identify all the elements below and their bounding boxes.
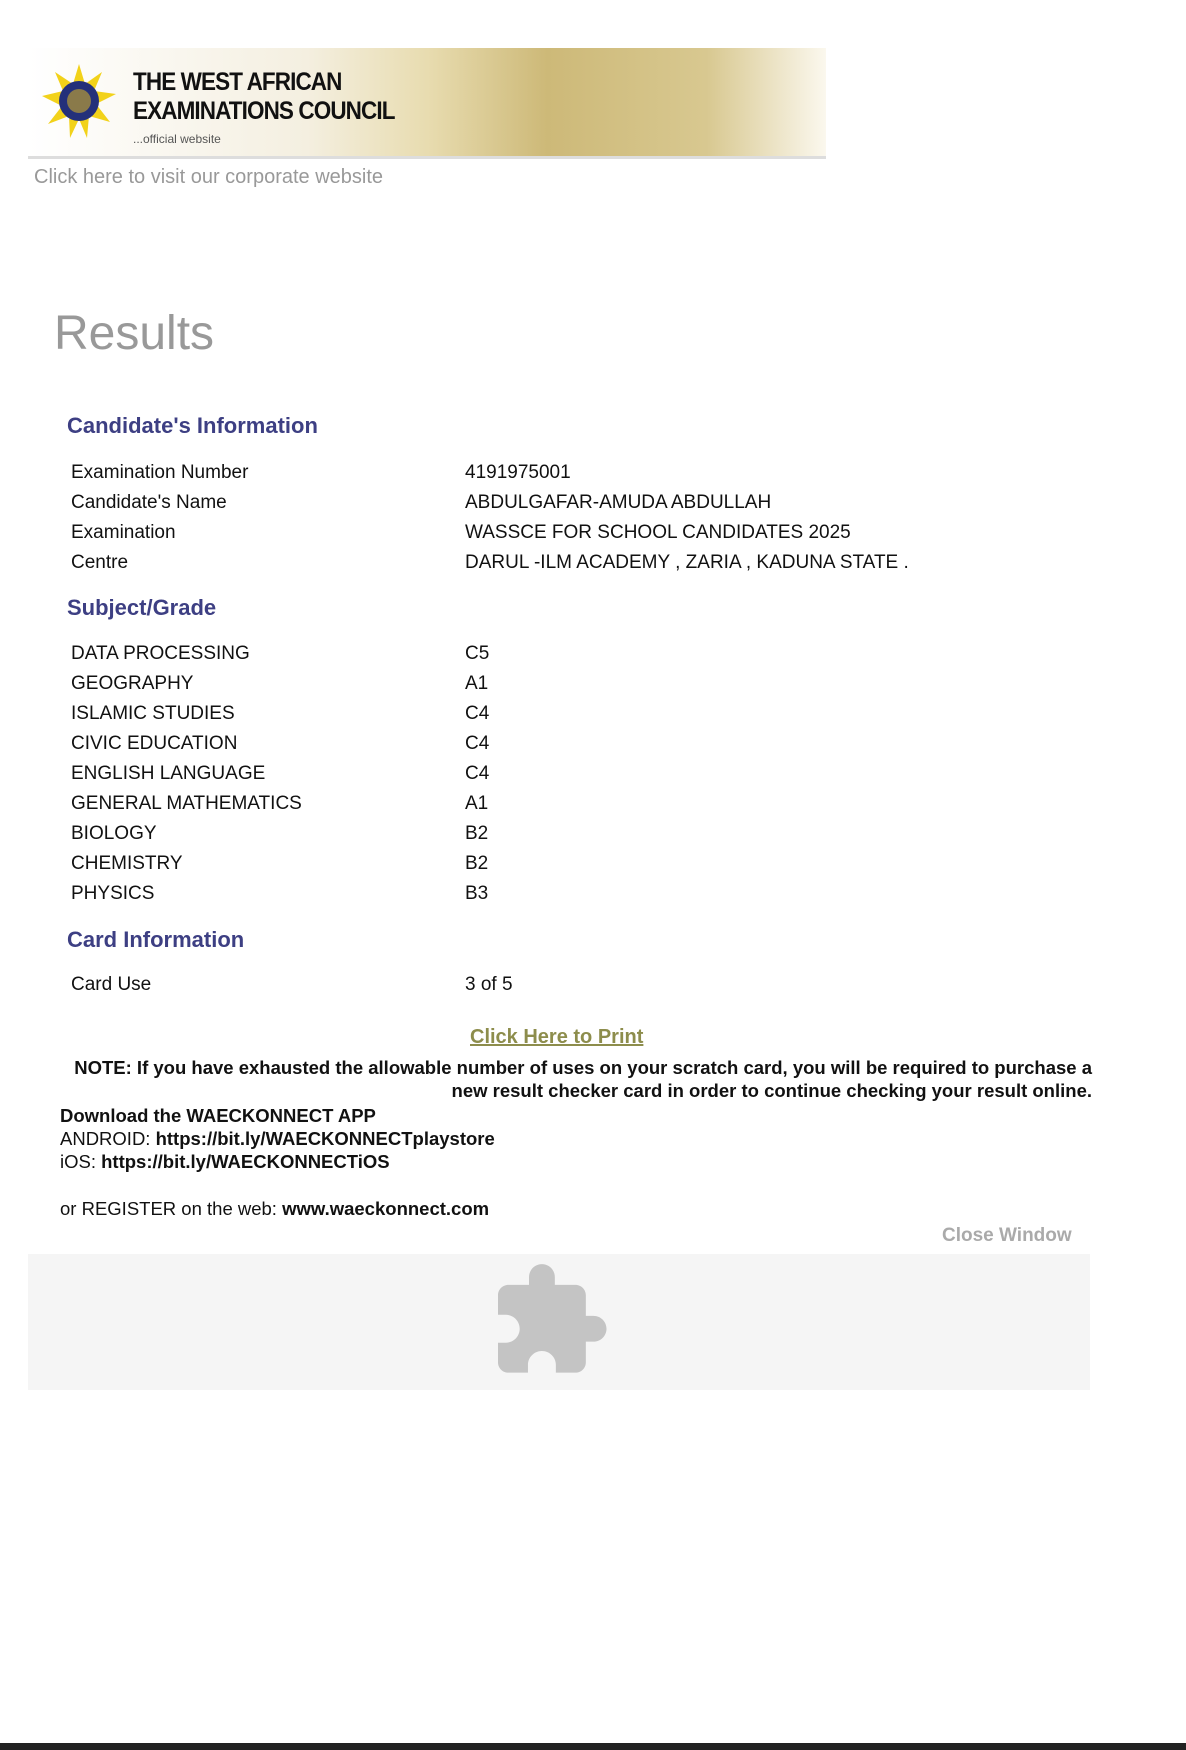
table-row: [71, 703, 971, 729]
row-value: A1: [465, 793, 489, 814]
row-value: C4: [465, 763, 490, 784]
page-title: Results: [54, 307, 215, 360]
ios-link[interactable]: https://bit.ly/WAECKONNECTiOS: [101, 1151, 390, 1172]
row-label: ENGLISH LANGUAGE: [71, 763, 266, 784]
bottom-bar: [0, 1743, 1186, 1750]
row-value: B2: [465, 823, 489, 844]
waec-seal-logo: [42, 64, 116, 138]
puzzle-piece-icon: [498, 1259, 622, 1383]
row-label: Examination: [71, 522, 176, 543]
org-name-line1: THE WEST AFRICAN: [133, 68, 342, 96]
table-row: [71, 974, 971, 1000]
android-label: ANDROID:: [60, 1128, 156, 1149]
ios-line: [60, 1151, 390, 1173]
note-body: If you have exhausted the allowable number of uses on your scratch card, you will be required to purchase a new result checker card in order to continue checking your result online.: [131, 1057, 1092, 1101]
row-value: B3: [465, 883, 489, 904]
row-label: DATA PROCESSING: [71, 643, 250, 664]
row-value: ABDULGAFAR-AMUDA ABDULLAH: [465, 492, 772, 513]
row-label: BIOLOGY: [71, 823, 157, 844]
org-name-line2: EXAMINATIONS COUNCIL: [133, 97, 395, 125]
plugin-placeholder: [28, 1254, 1090, 1390]
ios-label: iOS:: [60, 1151, 102, 1172]
table-row: [71, 522, 971, 548]
row-label: GEOGRAPHY: [71, 673, 194, 694]
table-row: [71, 733, 971, 759]
android-link[interactable]: https://bit.ly/WAECKONNECTplaystore: [155, 1128, 495, 1149]
note-text: [60, 1056, 1092, 1102]
row-label: Candidate's Name: [71, 492, 227, 513]
row-label: CHEMISTRY: [71, 853, 183, 874]
table-row: [71, 853, 971, 879]
row-value: C5: [465, 643, 490, 664]
android-line: [60, 1128, 495, 1150]
row-label: CIVIC EDUCATION: [71, 733, 238, 754]
table-row: [71, 883, 971, 909]
table-row: [71, 793, 971, 819]
row-value: DARUL -ILM ACADEMY , ZARIA , KADUNA STATE .: [465, 552, 909, 573]
table-row: [71, 763, 971, 789]
print-link[interactable]: Click Here to Print: [470, 1026, 644, 1048]
row-label: Examination Number: [71, 462, 249, 483]
card-info-heading: Card Information: [67, 927, 245, 952]
table-row: [71, 552, 971, 578]
row-label: PHYSICS: [71, 883, 155, 904]
close-window-link[interactable]: Close Window: [942, 1225, 1072, 1246]
row-label: Card Use: [71, 974, 152, 995]
row-value: WASSCE FOR SCHOOL CANDIDATES 2025: [465, 522, 851, 543]
table-row: [71, 823, 971, 849]
table-row: [71, 643, 971, 669]
header-banner: [28, 48, 826, 159]
subject-grade-heading: Subject/Grade: [67, 595, 217, 620]
org-name: [133, 68, 395, 126]
download-title: Download the WAECKONNECT APP: [60, 1105, 376, 1126]
table-row: [71, 492, 971, 518]
table-row: [71, 673, 971, 699]
row-value: C4: [465, 703, 490, 724]
tagline: ...official website: [133, 132, 221, 146]
corporate-website-link[interactable]: Click here to visit our corporate website: [34, 166, 384, 188]
row-label: ISLAMIC STUDIES: [71, 703, 235, 724]
table-row: [71, 462, 971, 488]
register-link[interactable]: www.waeckonnect.com: [282, 1198, 490, 1219]
row-value: C4: [465, 733, 490, 754]
row-value: 3 of 5: [465, 974, 513, 995]
note-prefix: NOTE:: [74, 1057, 132, 1078]
register-line: [60, 1198, 489, 1220]
row-value: A1: [465, 673, 489, 694]
row-value: 4191975001: [465, 462, 571, 483]
register-label: or REGISTER on the web:: [60, 1198, 283, 1219]
row-label: GENERAL MATHEMATICS: [71, 793, 302, 814]
candidate-info-heading: Candidate's Information: [67, 413, 318, 438]
row-value: B2: [465, 853, 489, 874]
row-label: Centre: [71, 552, 129, 573]
